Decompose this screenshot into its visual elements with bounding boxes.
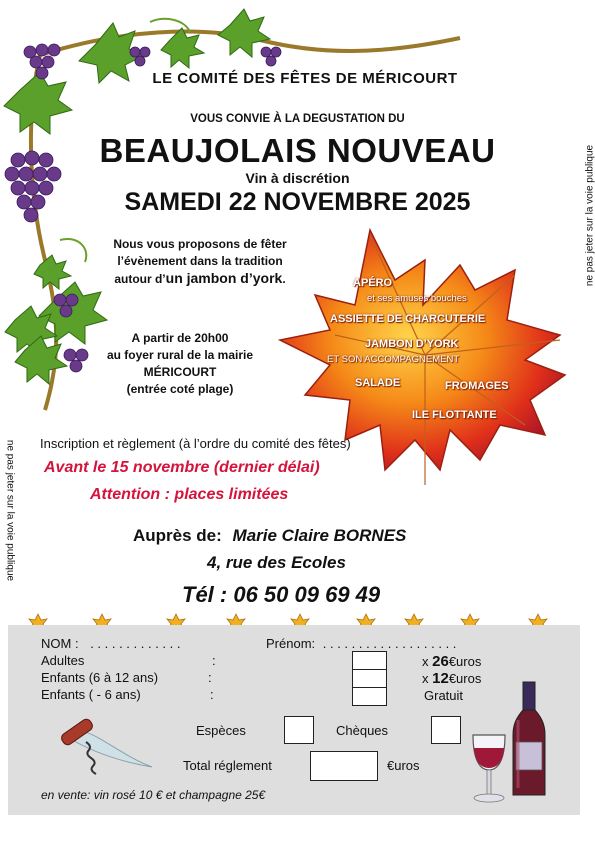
on-sale-note: en vente: vin rosé 10 € et champagne 25€ [41, 788, 266, 802]
intro-line: l’évènement dans la tradition [117, 254, 283, 268]
nom-label: NOM : [41, 636, 79, 651]
children-count-box[interactable] [352, 669, 387, 688]
menu-ham-sub: ET SON ACCOMPAGNEMENT [327, 354, 460, 365]
children-colon: : [208, 670, 212, 685]
wine-bottle-icon [508, 680, 550, 800]
adults-count-box[interactable] [352, 651, 387, 670]
venue-line: MÉRICOURT [143, 365, 217, 379]
cheque-checkbox[interactable] [431, 716, 461, 744]
prenom-label: Prénom: [266, 636, 316, 651]
children-price-value: 12 [432, 670, 449, 687]
menu-dessert: ILE FLOTTANTE [412, 409, 497, 421]
intro-line: autour d’un jambon d’york. [114, 270, 286, 286]
registration-deadline: Avant le 15 novembre (dernier délai) [44, 459, 320, 476]
invite-line: VOUS CONVIE À LA DEGUSTATION DU [190, 113, 405, 125]
children-price: x 12€uros [422, 670, 482, 687]
registration-info: Inscription et règlement (à l’ordre du comité des fêtes) [40, 436, 351, 451]
contact-address: 4, rue des Ecoles [207, 553, 346, 572]
total-label: Total réglement [183, 758, 272, 773]
cheque-label: Chèques [336, 723, 389, 738]
contact-line [133, 526, 406, 546]
prenom-field[interactable]: . . . . . . . . . . . . . . . . . . . [322, 636, 457, 651]
wine-glass-icon [468, 730, 510, 806]
side-note-left: ne pas jeter sur la voie publique [4, 439, 16, 582]
menu-aperitif-sub: et ses amuses bouches [367, 293, 467, 304]
small-children-colon: : [210, 687, 214, 702]
free-label: Gratuit [424, 688, 464, 703]
adults-price-value: 26 [432, 653, 449, 670]
committee-name: LE COMITÉ DES FÊTES DE MÉRICOURT [152, 70, 458, 87]
adults-price: x 26€uros [422, 653, 482, 670]
venue-text [75, 330, 285, 398]
cash-label: Espèces [196, 723, 246, 738]
registration-limited: Attention : places limitées [90, 486, 289, 503]
menu-charcuterie: ASSIETTE DE CHARCUTERIE [330, 313, 486, 325]
side-note-right: ne pas jeter sur la voie publique [584, 144, 595, 287]
venue-line: au foyer rural de la mairie [106, 348, 254, 362]
menu-cheese: FROMAGES [445, 380, 509, 392]
small-children-label: Enfants ( - 6 ans) [41, 687, 141, 702]
children-label: Enfants (6 à 12 ans) [41, 670, 159, 685]
contact-name: Marie Claire BORNES [232, 526, 407, 545]
contact-phone: Tél : 06 50 09 69 49 [182, 582, 381, 607]
event-title: BEAUJOLAIS NOUVEAU [99, 132, 496, 169]
adults-label: Adultes [41, 653, 85, 668]
nom-field[interactable]: . . . . . . . . . . . . . [90, 636, 181, 651]
venue-line: (entrée coté plage) [126, 382, 234, 396]
menu-ham: JAMBON D’YORK [365, 338, 459, 350]
prenom-row [266, 636, 456, 651]
nom-row [41, 636, 180, 651]
event-subtitle: Vin à discrétion [245, 170, 350, 186]
menu-salad: SALADE [355, 377, 401, 389]
corkscrew-icon [52, 712, 162, 782]
adults-colon: : [212, 653, 216, 668]
total-field[interactable] [310, 751, 378, 781]
ham-highlight: un jambon d’york [165, 270, 283, 286]
total-unit: €uros [387, 758, 420, 773]
cash-checkbox[interactable] [284, 716, 314, 744]
contact-label: Auprès de: [133, 526, 222, 545]
venue-line: A partir de 20h00 [131, 331, 229, 345]
small-children-count-box[interactable] [352, 687, 387, 706]
intro-line: Nous vous proposons de fêter [113, 237, 287, 251]
event-date: SAMEDI 22 NOVEMBRE 2025 [124, 188, 471, 216]
header [0, 70, 595, 87]
menu-aperitif: APÉRO [353, 277, 393, 289]
